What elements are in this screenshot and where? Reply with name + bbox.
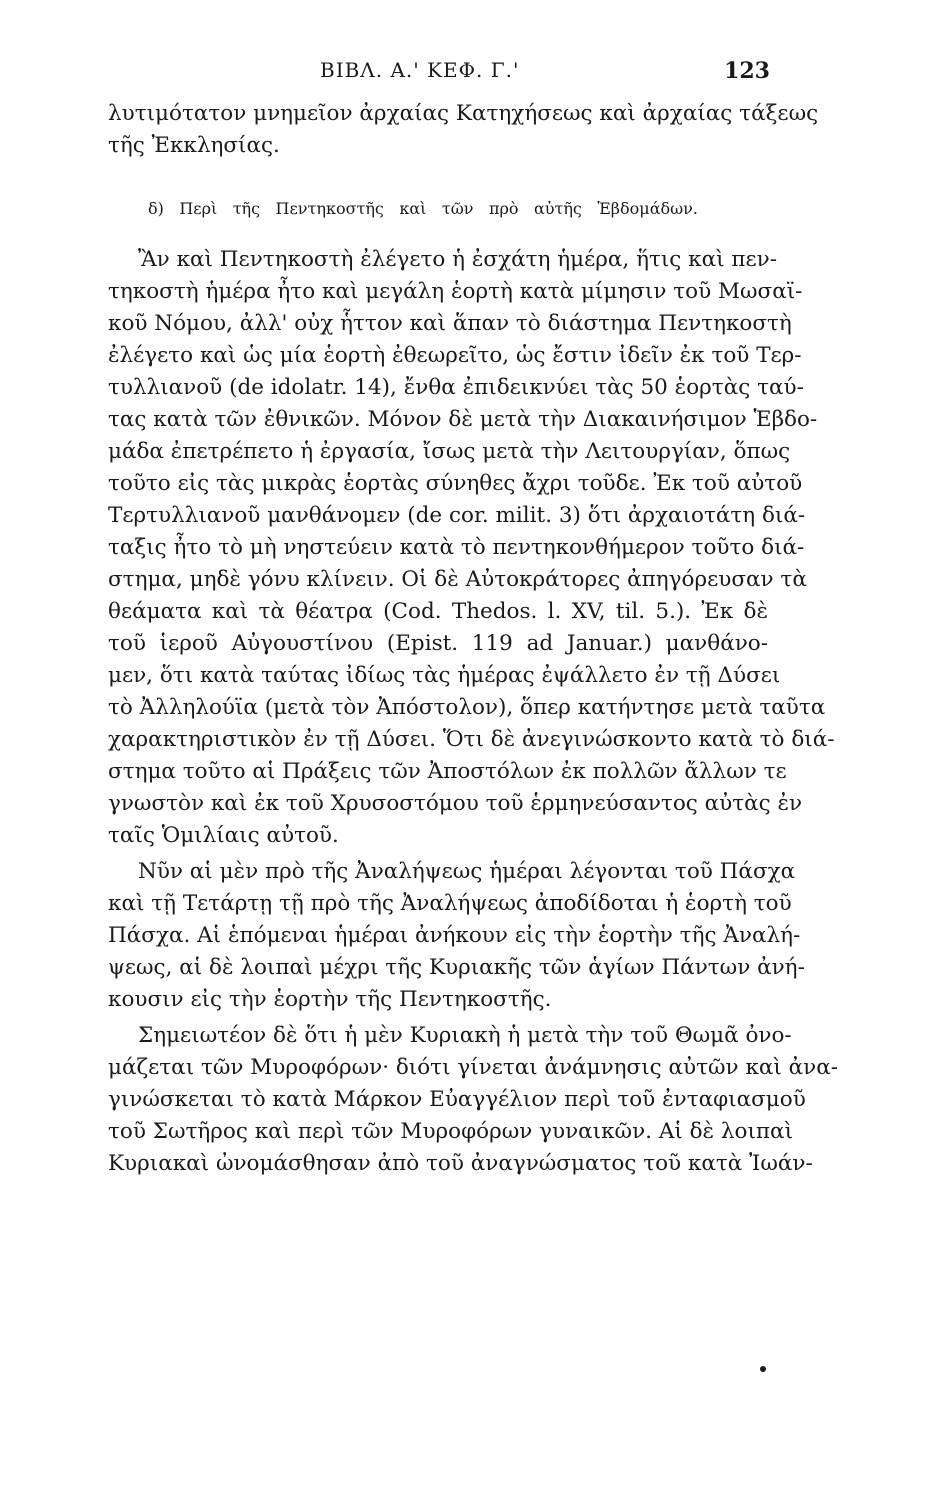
text-line: ἐλέγετο καὶ ὡς μία ἑορτὴ ἐθεωρεῖτο, ὡς ἔστιν ἰδεῖν ἐκ τοῦ Τερ- (108, 343, 802, 368)
text-line: Κυριακαὶ ὠνομάσθησαν ἀπὸ τοῦ ἀναγνώσματος τοῦ κατὰ Ἰωάν- (108, 1151, 813, 1176)
paragraph-3 (108, 1020, 839, 1180)
page-header (110, 58, 770, 92)
text-line: τυλλιανοῦ (de idolatr. 14), ἔνθα ἐπιδεικνύει τὰς 50 ἑορτὰς ταύ- (108, 375, 804, 400)
section-heading: δ) Περὶ τῆς Πεντηκοστῆς καὶ τῶν πρὸ αὐτῆς Ἑβδομάδων. (148, 199, 698, 218)
text-line: κουσιν εἰς τὴν ἑορτὴν τῆς Πεντηκοστῆς. (108, 987, 552, 1012)
text-line: μάδα ἐπετρέπετο ἡ ἐργασία, ἴσως μετὰ τὴν Λειτουργίαν, ὅπως (108, 439, 791, 464)
text-line: μεν, ὅτι κατὰ ταύτας ἰδίως τὰς ἡμέρας ἐψάλλετο ἐν τῇ Δύσει (108, 663, 781, 688)
text-line: Ἂν καὶ Πεντηκοστὴ ἐλέγετο ἡ ἐσχάτη ἡμέρα, ἥτις καὶ πεν- (138, 247, 777, 272)
text-line: στημα, μηδὲ γόνυ κλίνειν. Οἱ δὲ Αὐτοκράτορες ἀπηγόρευσαν τὰ (108, 567, 807, 592)
text-line: τοῦ ἱεροῦ Αὐγουστίνου (Epist. 119 ad Januar.) μανθάνο- (108, 631, 768, 656)
ink-dot (760, 1366, 766, 1372)
body-text (108, 98, 839, 1180)
paragraph-2 (108, 856, 805, 1016)
running-head: ΒΙΒΛ. Α.' ΚΕΦ. Γ.' (320, 58, 520, 82)
text-line: τοῦ Σωτῆρος καὶ περὶ τῶν Μυροφόρων γυναικῶν. Αἱ δὲ λοιπαὶ (108, 1119, 794, 1144)
text-line: τοῦτο εἰς τὰς μικρὰς ἑορτὰς σύνηθες ἄχρι τοῦδε. Ἐκ τοῦ αὐτοῦ (108, 471, 803, 496)
paragraph-1 (108, 244, 835, 852)
text-line: Πάσχα. Αἱ ἑπόμεναι ἡμέραι ἀνήκουν εἰς τὴν ἑορτὴν τῆς Ἀναλή- (108, 923, 801, 948)
text-line: ταξις ἦτο τὸ μὴ νηστεύειν κατὰ τὸ πεντηκονθήμερον τοῦτο διά- (108, 535, 805, 560)
text-line: Σημειωτέον δὲ ὅτι ἡ μὲν Κυριακὴ ἡ μετὰ τὴν τοῦ Θωμᾶ ὀνο- (138, 1023, 792, 1048)
text-line: θεάματα καὶ τὰ θέατρα (Cod. Thedos. l. XV, til. 5.). Ἐκ δὲ (108, 599, 768, 624)
intro-continuation (108, 98, 819, 162)
text-line: τῆς Ἐκκλησίας. (108, 133, 280, 158)
text-line: τηκοστὴ ἡμέρα ἦτο καὶ μεγάλη ἑορτὴ κατὰ μίμησιν τοῦ Μωσαϊ- (108, 279, 803, 304)
text-line: λυτιμότατον μνημεῖον ἀρχαίας Κατηχήσεως καὶ ἀρχαίας τάξεως (108, 101, 819, 126)
text-line: Νῦν αἱ μὲν πρὸ τῆς Ἀναλήψεως ἡμέραι λέγονται τοῦ Πάσχα (138, 859, 796, 884)
text-line: τας κατὰ τῶν ἐθνικῶν. Μόνον δὲ μετὰ τὴν Διακαινήσιμον Ἑβδο- (108, 407, 818, 432)
text-line: Τερτυλλιανοῦ μανθάνομεν (de cor. milit. 3) ὅτι ἀρχαιοτάτη διά- (108, 503, 806, 528)
text-line: κοῦ Νόμου, ἀλλ' οὐχ ἧττον καὶ ἅπαν τὸ διάστημα Πεντηκοστὴ (108, 311, 792, 336)
text-line: τὸ Ἀλληλούϊα (μετὰ τὸν Ἀπόστολον), ὅπερ κατήντησε μετὰ ταῦτα (108, 695, 826, 720)
text-line: καὶ τῇ Τετάρτῃ τῇ πρὸ τῆς Ἀναλήψεως ἀποδίδοται ἡ ἑορτὴ τοῦ (108, 891, 792, 916)
page-number: 123 (724, 58, 770, 84)
text-line: χαρακτηριστικὸν ἐν τῇ Δύσει. Ὅτι δὲ ἀνεγινώσκοντο κατὰ τὸ διά- (108, 727, 835, 752)
text-line: ψεως, αἱ δὲ λοιπαὶ μέχρι τῆς Κυριακῆς τῶν ἁγίων Πάντων ἀνή- (108, 955, 805, 980)
text-line: μάζεται τῶν Μυροφόρων· διότι γίνεται ἀνάμνησις αὐτῶν καὶ ἀνα- (108, 1055, 839, 1080)
text-line: γνωστὸν καὶ ἐκ τοῦ Χρυσοστόμου τοῦ ἑρμηνεύσαντος αὐτὰς ἐν (108, 791, 803, 816)
text-line: γινώσκεται τὸ κατὰ Μάρκον Εὐαγγέλιον περὶ τοῦ ἐνταφιασμοῦ (108, 1087, 806, 1112)
text-line: στημα τοῦτο αἱ Πράξεις τῶν Ἀποστόλων ἐκ πολλῶν ἄλλων τε (108, 759, 787, 784)
text-line: ταῖς Ὁμιλίαις αὐτοῦ. (108, 823, 339, 848)
